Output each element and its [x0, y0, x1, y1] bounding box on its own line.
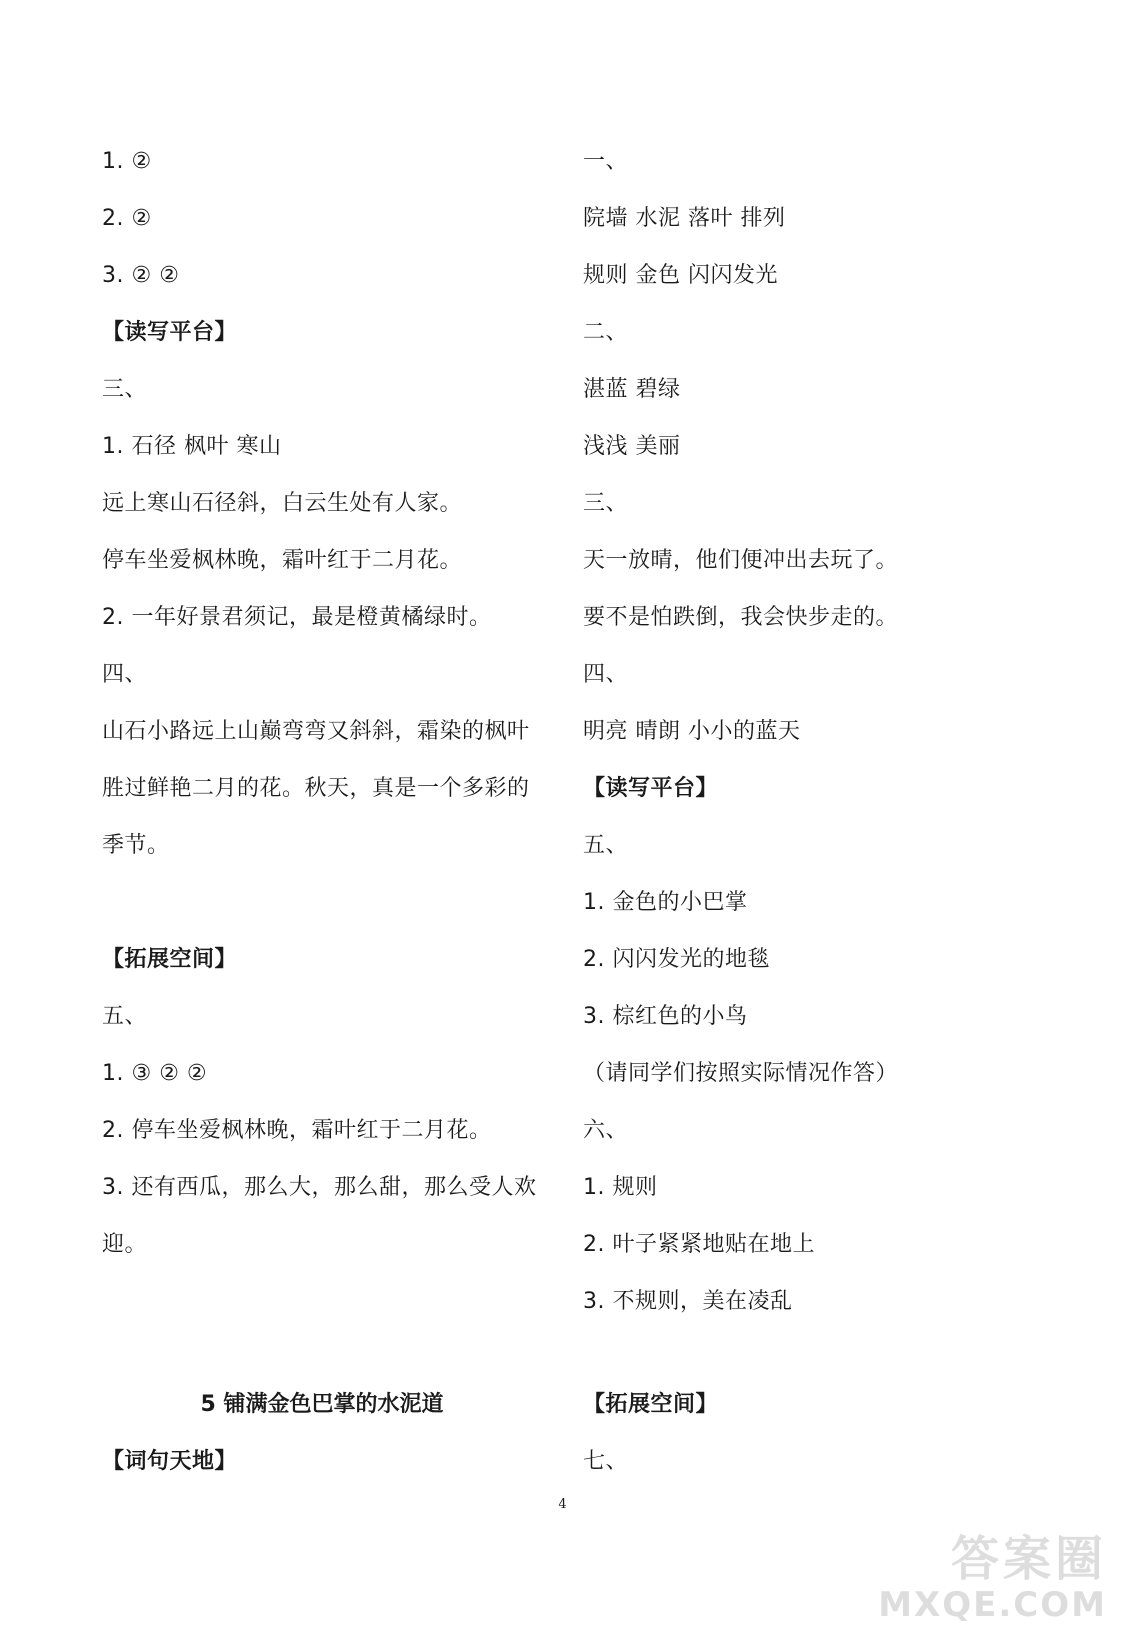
page-number: 4: [558, 1497, 567, 1512]
section-heading: 【词句天地】: [102, 1449, 238, 1474]
answer-line: 院墙 水泥 落叶 排列: [583, 206, 786, 231]
answer-line: 3. 棕红色的小鸟: [583, 1004, 748, 1029]
answer-line: 2. ②: [102, 206, 152, 231]
answer-line: 3. 还有西瓜，那么大，那么甜，那么受人欢: [102, 1175, 537, 1200]
answer-line: 1. 石径 枫叶 寒山: [102, 434, 282, 459]
answer-line: 停车坐爱枫林晚，霜叶红于二月花。: [102, 548, 463, 573]
answer-line: 1. ②: [102, 149, 152, 174]
answer-line: 2. 叶子紧紧地贴在地上: [583, 1232, 815, 1257]
question-number: 二、: [583, 320, 629, 345]
answer-line: 山石小路远上山巅弯弯又斜斜，霜染的枫叶: [102, 719, 530, 744]
answer-line: 3. 不规则，美在凌乱: [583, 1289, 793, 1314]
answer-line: 浅浅 美丽: [583, 434, 681, 459]
answer-line: 2. 停车坐爱枫林晚，霜叶红于二月花。: [102, 1118, 492, 1143]
question-number: 七、: [583, 1449, 629, 1474]
watermark-logo: [878, 1531, 1115, 1625]
question-number: 一、: [583, 149, 629, 174]
question-number: 三、: [583, 491, 629, 516]
answer-line: 要不是怕跌倒，我会快步走的。: [583, 605, 899, 630]
question-number: 五、: [583, 833, 629, 858]
question-number: 四、: [583, 662, 629, 687]
answer-line: 1. 规则: [583, 1175, 658, 1200]
answer-note: （请同学们按照实际情况作答）: [583, 1061, 899, 1086]
section-heading: 【读写平台】: [583, 776, 719, 801]
answer-line: 胜过鲜艳二月的花。秋天，真是一个多彩的: [102, 776, 530, 801]
lesson-title: 5 铺满金色巴掌的水泥道: [200, 1392, 444, 1417]
answer-line: 1. ③ ② ②: [102, 1061, 208, 1086]
answer-line: 2. 闪闪发光的地毯: [583, 947, 770, 972]
answer-line: 规则 金色 闪闪发光: [583, 263, 778, 288]
watermark-text-cn: 答案圈: [950, 1531, 1107, 1587]
answer-line: 2. 一年好景君须记，最是橙黄橘绿时。: [102, 605, 492, 630]
answer-line: 3. ② ②: [102, 263, 180, 288]
answer-line: 季节。: [102, 833, 170, 858]
watermark-text-en: MXQE.COM: [878, 1585, 1107, 1625]
section-heading: 【拓展空间】: [583, 1392, 719, 1417]
question-number: 六、: [583, 1118, 629, 1143]
answer-line: 天一放晴，他们便冲出去玩了。: [583, 548, 899, 573]
question-number: 四、: [102, 662, 148, 687]
question-number: 五、: [102, 1004, 148, 1029]
answer-line: 远上寒山石径斜，白云生处有人家。: [102, 491, 463, 516]
section-heading: 【读写平台】: [102, 320, 238, 345]
answer-line: 1. 金色的小巴掌: [583, 890, 748, 915]
answer-line: 湛蓝 碧绿: [583, 377, 681, 402]
question-number: 三、: [102, 377, 148, 402]
answer-line: 明亮 晴朗 小小的蓝天: [583, 719, 801, 744]
section-heading: 【拓展空间】: [102, 947, 238, 972]
answer-line: 迎。: [102, 1232, 148, 1257]
